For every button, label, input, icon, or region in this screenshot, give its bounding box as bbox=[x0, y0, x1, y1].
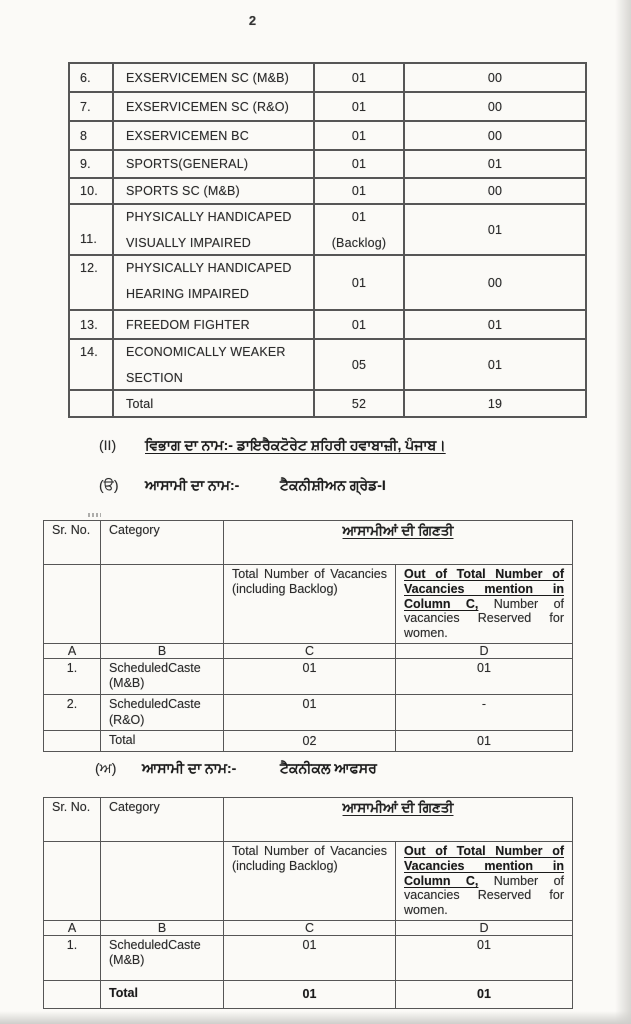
header-reserved-women bbox=[396, 842, 573, 921]
row-category: SPORTS SC (M&B) bbox=[113, 178, 314, 204]
row-category: EXSERVICEMEN SC (R&O) bbox=[113, 92, 314, 121]
total-label: Total bbox=[101, 980, 224, 1008]
section-marker: (ਅ) bbox=[95, 760, 117, 776]
row-women: 00 bbox=[404, 121, 586, 150]
header-total-vacancies: Total Number of Vacancies (including Backlog) bbox=[224, 842, 396, 921]
total-row bbox=[44, 731, 573, 752]
vacancy-header-row bbox=[44, 521, 573, 565]
scan-edge-bottom bbox=[0, 1011, 631, 1024]
empty-cell bbox=[101, 565, 224, 644]
row-category: Scheduled Caste (M&B) bbox=[101, 935, 224, 980]
row-vacancies: 01 bbox=[314, 150, 404, 178]
row-women: 01 bbox=[404, 339, 586, 390]
vacancy-subheader-row bbox=[44, 842, 573, 921]
row-women: 01 bbox=[396, 935, 573, 980]
table-row bbox=[69, 339, 586, 390]
column-letter-b: B bbox=[101, 920, 224, 935]
column-letter-c: C bbox=[224, 920, 396, 935]
section-marker: (ੳ) bbox=[99, 477, 119, 493]
empty-cell bbox=[44, 731, 101, 752]
header-reserved-women-emphasis: Out of Total Number of Vacancies mention in Column C, bbox=[404, 844, 565, 888]
header-reserved-women-emphasis: Out of Total Number of Vacancies mention in Column C, bbox=[404, 567, 565, 611]
row-vacancies: 01 bbox=[224, 658, 396, 694]
total-row bbox=[69, 390, 586, 417]
table-row bbox=[69, 92, 586, 121]
total-label: Total bbox=[101, 731, 224, 752]
header-sr-no: Sr. No. bbox=[44, 521, 101, 565]
column-letters-row bbox=[44, 920, 573, 935]
row-serial: 7. bbox=[69, 92, 113, 121]
row-category: ECONOMICALLY WEAKER SECTION bbox=[113, 339, 314, 390]
row-women: 00 bbox=[404, 178, 586, 204]
empty-cell bbox=[44, 842, 101, 921]
row-serial: 1. bbox=[44, 935, 101, 980]
row-category: EXSERVICEMEN SC (M&B) bbox=[113, 63, 314, 92]
table-row bbox=[69, 204, 586, 255]
row-vacancies: 05 bbox=[314, 339, 404, 390]
row-category: FREEDOM FIGHTER bbox=[113, 310, 314, 339]
total-vacancies: 01 bbox=[224, 980, 396, 1008]
post-name-value: ਟੈਕਨੀਸ਼ੀਅਨ ਗ੍ਰੇਡ-I bbox=[280, 477, 386, 493]
row-serial: 6. bbox=[69, 63, 113, 92]
header-sr-no: Sr. No. bbox=[44, 798, 101, 842]
table-row bbox=[69, 310, 586, 339]
empty-cell bbox=[69, 390, 113, 417]
row-women: 00 bbox=[404, 255, 586, 310]
header-punjabi-title: ਆਸਾਮੀਆਂ ਦੀ ਗਿਣਤੀ bbox=[224, 798, 573, 842]
table-row bbox=[69, 63, 586, 92]
post-section-line-1 bbox=[0, 477, 631, 499]
row-serial: 11. bbox=[69, 204, 113, 255]
page-number: 2 bbox=[248, 13, 257, 28]
table-row bbox=[69, 178, 586, 204]
row-women: 00 bbox=[404, 63, 586, 92]
row-serial: 8 bbox=[69, 121, 113, 150]
row-vacancies: 01 bbox=[224, 695, 396, 731]
header-category: Category bbox=[101, 798, 224, 842]
empty-cell bbox=[44, 565, 101, 644]
header-category: Category bbox=[101, 521, 224, 565]
row-serial: 1. bbox=[44, 658, 101, 694]
row-vacancies: 01 bbox=[314, 92, 404, 121]
row-vacancies: 01 bbox=[314, 310, 404, 339]
department-name-text: ਵਿਭਾਗ ਦਾ ਨਾਮ:- ਡਾਇਰੈਕਟੋਰੇਟ ਸ਼ਹਿਰੀ ਹਵਾਬਾਜ਼ੀ, ਪੰਜਾਬ। bbox=[145, 437, 446, 453]
vacancy-table-technical-officer bbox=[43, 797, 573, 1009]
table-row bbox=[69, 121, 586, 150]
row-vacancies: 01 (Backlog) bbox=[314, 204, 404, 255]
row-category: Scheduled Caste (R&O) bbox=[101, 695, 224, 731]
post-section-line-2 bbox=[0, 760, 631, 782]
total-vacancies: 52 bbox=[314, 390, 404, 417]
row-category: EXSERVICEMEN BC bbox=[113, 121, 314, 150]
table-row bbox=[44, 935, 573, 980]
scan-artifact-mark bbox=[88, 513, 101, 517]
row-vacancies: 01 bbox=[314, 121, 404, 150]
table-row bbox=[69, 255, 586, 310]
row-serial: 12. bbox=[69, 255, 113, 310]
empty-cell bbox=[101, 842, 224, 921]
header-punjabi-title: ਆਸਾਮੀਆਂ ਦੀ ਗਿਣਤੀ bbox=[224, 521, 573, 565]
vacancy-header-row bbox=[44, 798, 573, 842]
header-reserved-women-rest: Number of vacancies Reserved for women. bbox=[404, 596, 565, 640]
total-row bbox=[44, 980, 573, 1008]
row-vacancies: 01 bbox=[314, 255, 404, 310]
table-row bbox=[44, 658, 573, 694]
row-category: PHYSICALLY HANDICAPED VISUALLY IMPAIRED bbox=[113, 204, 314, 255]
row-serial: 9. bbox=[69, 150, 113, 178]
column-letter-a: A bbox=[44, 643, 101, 658]
vacancy-table-grade1-body bbox=[44, 658, 573, 751]
row-women: - bbox=[396, 695, 573, 731]
row-women: 01 bbox=[404, 150, 586, 178]
row-women: 01 bbox=[404, 310, 586, 339]
post-name-label: ਆਸਾਮੀ ਦਾ ਨਾਮ:- bbox=[145, 477, 240, 493]
table-row bbox=[44, 695, 573, 731]
post-name-label: ਆਸਾਮੀ ਦਾ ਨਾਮ:- bbox=[142, 760, 237, 776]
column-letter-d: D bbox=[396, 643, 573, 658]
post-name-value: ਟੈਕਨੀਕਲ ਆਫਸਰ bbox=[280, 760, 377, 776]
reservation-categories-table bbox=[68, 62, 587, 418]
section-marker: (II) bbox=[99, 437, 117, 453]
vacancy-table-officer-body bbox=[44, 935, 573, 1008]
column-letter-d: D bbox=[396, 920, 573, 935]
table-row bbox=[69, 150, 586, 178]
department-section-line bbox=[0, 437, 631, 459]
row-serial: 10. bbox=[69, 178, 113, 204]
header-reserved-women-rest: Number of vacancies Reserved for women. bbox=[404, 873, 565, 917]
row-serial: 14. bbox=[69, 339, 113, 390]
row-vacancies: 01 bbox=[314, 63, 404, 92]
scan-edge-right bbox=[615, 0, 631, 1024]
column-letter-a: A bbox=[44, 920, 101, 935]
row-women: 01 bbox=[396, 658, 573, 694]
total-women: 01 bbox=[396, 980, 573, 1008]
total-women: 19 bbox=[404, 390, 586, 417]
empty-cell bbox=[44, 980, 101, 1008]
row-women: 00 bbox=[404, 92, 586, 121]
total-label: Total bbox=[113, 390, 314, 417]
row-category: SPORTS(GENERAL) bbox=[113, 150, 314, 178]
column-letter-b: B bbox=[101, 643, 224, 658]
header-total-vacancies: Total Number of Vacancies (including Backlog) bbox=[224, 565, 396, 644]
header-reserved-women bbox=[396, 565, 573, 644]
vacancy-table-technician-grade1 bbox=[43, 520, 573, 752]
row-serial: 2. bbox=[44, 695, 101, 731]
row-vacancies: 01 bbox=[224, 935, 396, 980]
vacancy-subheader-row bbox=[44, 565, 573, 644]
column-letter-c: C bbox=[224, 643, 396, 658]
row-vacancies: 01 bbox=[314, 178, 404, 204]
row-women: 01 bbox=[404, 204, 586, 255]
row-serial: 13. bbox=[69, 310, 113, 339]
total-vacancies: 02 bbox=[224, 731, 396, 752]
row-category: PHYSICALLY HANDICAPED HEARING IMPAIRED bbox=[113, 255, 314, 310]
row-category: Scheduled Caste (M&B) bbox=[101, 658, 224, 694]
column-letters-row bbox=[44, 643, 573, 658]
total-women: 01 bbox=[396, 731, 573, 752]
reservation-categories-body bbox=[69, 63, 586, 417]
